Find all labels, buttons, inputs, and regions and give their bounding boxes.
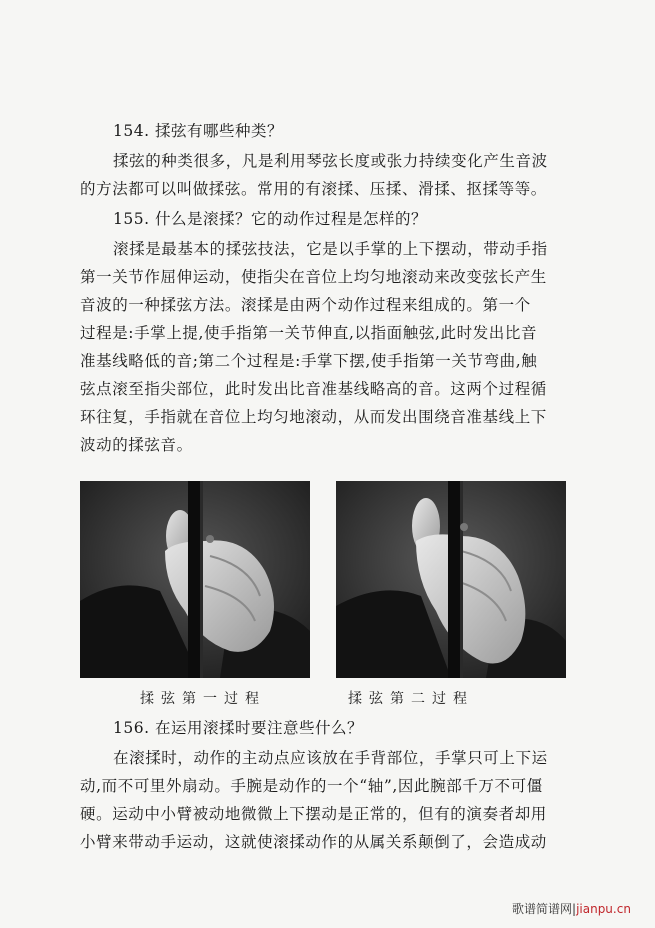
answer-155-line: 准基线略低的音;第二个过程是:手掌下摆,使手指第一关节弯曲,触 [80, 352, 538, 370]
answer-156 [80, 744, 580, 856]
watermark: 歌谱简谱网|jianpu.cn [512, 902, 631, 916]
watermark-site-name: 歌谱简谱网 [512, 902, 573, 916]
watermark-url[interactable]: jianpu.cn [576, 902, 631, 916]
photo-second-process [336, 481, 566, 678]
answer-154-line: 揉弦的种类很多，凡是利用琴弦长度或张力持续变化产生音波 [113, 152, 548, 170]
answer-155-line: 滚揉是最基本的揉弦技法，它是以手掌的上下摆动，带动手指 [113, 240, 548, 258]
question-155-title: 155. 什么是滚揉？它的动作过程是怎样的？ [113, 210, 427, 228]
answer-156-line: 动,而不可里外扇动。手腕是动作的一个“轴”,因此腕部千万不可僵 [80, 777, 543, 795]
question-156-title: 156. 在运用滚揉时要注意些什么？ [113, 719, 363, 737]
answer-156-line: 硬。运动中小臂被动地微微上下摆动是正常的，但有的演奏者却用 [80, 805, 547, 823]
answer-155-line: 音波的一种揉弦方法。滚揉是由两个动作过程来组成的。第一个 [80, 296, 531, 314]
answer-155-line: 弦点滚至指尖部位，此时发出比音准基线略高的音。这两个过程循 [80, 380, 547, 398]
caption-second-process: 揉弦第二过程 [348, 691, 474, 707]
answer-154 [80, 147, 580, 203]
answer-155 [80, 235, 580, 459]
answer-156-line: 在滚揉时，动作的主动点应该放在手背部位，手掌只可上下运 [113, 749, 548, 767]
answer-155-line: 第一关节作屈伸运动，使指尖在音位上均匀地滚动来改变弦长产生 [80, 268, 547, 286]
question-154-title: 154. 揉弦有哪些种类？ [113, 122, 283, 140]
caption-first-process: 揉弦第一过程 [140, 691, 266, 707]
answer-155-line: 波动的揉弦音。 [80, 436, 193, 454]
answer-156-line: 小臂来带动手运动，这就使滚揉动作的从属关系颠倒了，会造成动 [80, 833, 547, 851]
answer-155-line: 过程是:手掌上提,使手指第一关节伸直,以指面触弦,此时发出比音 [80, 324, 538, 342]
answer-154-line: 的方法都可以叫做揉弦。常用的有滚揉、压揉、滑揉、抠揉等等。 [80, 180, 547, 198]
answer-155-line: 环往复，手指就在音位上均匀地滚动，从而发出围绕音准基线上下 [80, 408, 547, 426]
photo-first-process [80, 481, 310, 678]
